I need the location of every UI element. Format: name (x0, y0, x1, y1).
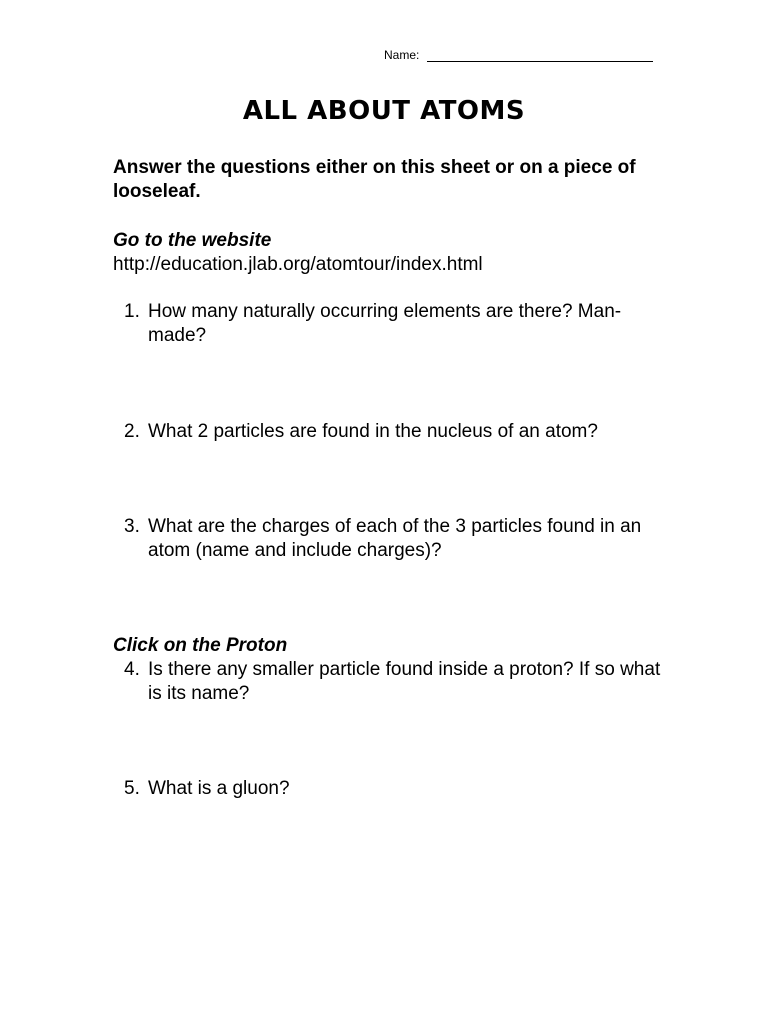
question-4 (124, 658, 664, 706)
name-label: Name: (384, 48, 420, 62)
question-text: What are the charges of each of the 3 particles found in an atom (name and include charges)? (148, 516, 642, 561)
question-number: 4. (124, 659, 140, 680)
name-blank-line (427, 48, 653, 62)
question-2 (124, 420, 664, 444)
question-1 (124, 300, 664, 348)
question-text: What is a gluon? (148, 778, 290, 799)
question-number: 2. (124, 421, 140, 442)
question-text: Is there any smaller particle found inside a proton? If so what is its name? (148, 659, 661, 704)
question-text: What 2 particles are found in the nucleus of an atom? (148, 421, 598, 442)
section-heading-website: Go to the website (113, 230, 272, 251)
question-number: 3. (124, 516, 140, 537)
question-number: 5. (124, 778, 140, 799)
name-field-row (384, 48, 653, 62)
instructions-text: Answer the questions either on this sheet or on a piece of looseleaf. (113, 157, 636, 202)
question-number: 1. (124, 301, 140, 322)
question-3 (124, 515, 664, 563)
question-5 (124, 777, 664, 801)
website-url: http://education.jlab.org/atomtour/index.html (113, 254, 483, 275)
question-text: How many naturally occurring elements are there? Man-made? (148, 301, 622, 346)
section-heading-proton: Click on the Proton (113, 635, 288, 656)
page-title: ALL ABOUT ATOMS (242, 96, 526, 126)
